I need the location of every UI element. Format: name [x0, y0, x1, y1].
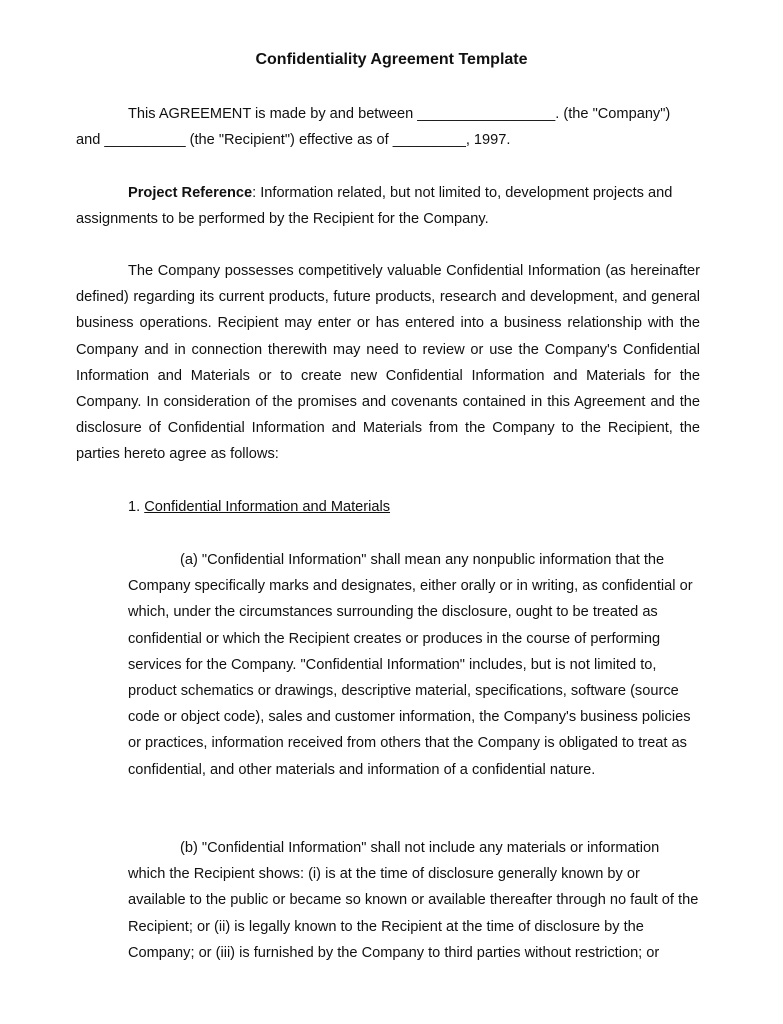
- recital-paragraph: The Company possesses competitively valuable Confidential Information (as hereinafter defined) regarding its current products, future products, research and development, and general business operations. Recipient may enter or has entered into a business relationship with the Company and in connection therewith may need to review or use the Company's Confidential Information and Materials or to create new Confidential Information and Materials for the Company. In consideration of the promises and covenants contained in this Agreement and the disclosure of Confidential Information and Materials from the Company to the Recipient, the parties hereto agree as follows:: [76, 263, 700, 463]
- clause-b-paragraph: (b) "Confidential Information" shall not include any materials or information which the Recipient shows: (i) is at the time of disclosure generally known by or available to the public or became so known or available thereafter through no fault of the Recipient; or (ii) is legally known to the Recipient at the time of disclosure by the Company; or (iii) is furnished by the Company to third parties without restriction; or: [128, 840, 699, 961]
- project-reference-text: : Information related, but not limited to, development projects and assignments to be performed by the Recipient for the Company.: [76, 185, 673, 228]
- agreement-intro-line-2: and __________ (the "Recipient") effective as of _________, 1997.: [76, 132, 511, 148]
- document-title: Confidentiality Agreement Template: [255, 51, 528, 68]
- clause-a-paragraph: (a) "Confidential Information" shall mean any nonpublic information that the Company specifically marks and designates, either orally or in writing, as confidential or which, under the circumstances surrounding the disclosure, ought to be treated as confidential or which the Recipient creates or produces in the course of performing services for the Company. "Confidential Information" includes, but is not limited to, product schematics or drawings, descriptive material, specifications, software (source code or object code), sales and customer information, the Company's business policies or practices, information received from others that the Company is obligated to treat as confidential, and other materials and information of a confidential nature.: [128, 552, 693, 778]
- section-1-number: 1.: [128, 499, 145, 515]
- project-reference-paragraph: [76, 180, 700, 232]
- section-1-title: Confidential Information and Materials: [144, 499, 391, 515]
- project-reference-label: Project Reference: [128, 185, 253, 201]
- agreement-intro-line-1: This AGREEMENT is made by and between _________________. (the "Company"): [128, 106, 671, 122]
- section-1-heading: [128, 494, 390, 520]
